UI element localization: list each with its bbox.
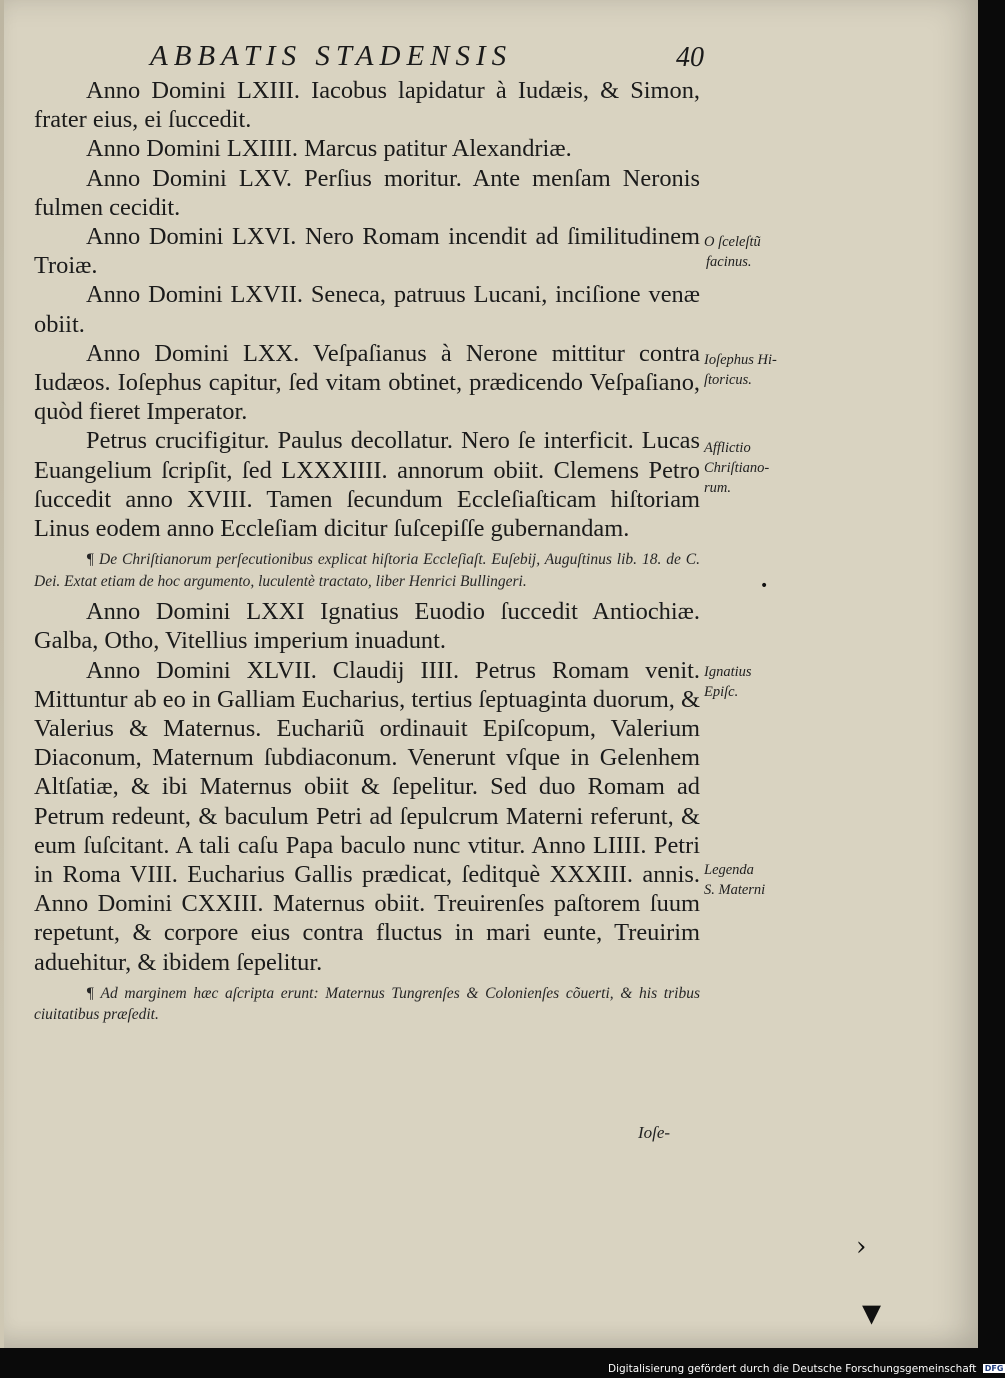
text-paragraph: Anno Domini LXIII. Iacobus lapidatur à Iudæis, & Simon, frater eius, ei ſuccedit. (34, 77, 700, 134)
margin-note (704, 662, 814, 702)
margin-note (704, 350, 814, 390)
margin-note-line: Afflictio (704, 440, 751, 456)
margin-note-line: Legenda (704, 862, 754, 878)
text-paragraph: Anno Domini LXXI Ignatius Euodio ſuccedit Antiochiæ. Galba, Otho, Vitellius imperium inuadunt. (34, 598, 700, 655)
margin-note-line: facinus. (706, 254, 752, 270)
text-paragraph: Anno Domini LXX. Veſpaſianus à Nerone mittitur contra Iudæos. Ioſephus capitur, ſed vitam obtinet, prædicendo Veſpaſiano, quòd fieret Imperator. (34, 339, 700, 426)
text-paragraph: Anno Domini XLVII. Claudij IIII. Petrus Romam venit. Mittuntur ab eo in Galliam Eucharius, tertius ſeptuaginta duorum, & Valerius & Maternus. Euchariũ ordinauit Epiſcopum, Valerium Diaconum, Maternum ſubdiaconum. Venerunt vſque in Gelenhem Altſatiæ, & ibi Maternus obiit & ſepelitur. Sed duo Romam ad Petrum redeunt, & baculum Petri ad ſepulcrum Materni referunt, & eum ſuſcitant. A tali caſu Papa baculo nunc vtitur. Anno LIIII. Petri in Roma VIII. Eucharius Gallis prædicat, ſeditquè XXXIII. annis. Anno Domini CXXIII. Maternus obiit. Treuirenſes paſtorem ſuum repetunt, & corpore eius contra fluctus in mari eunte, Treuirim aduehitur, & ibidem ſepelitur. (34, 656, 700, 976)
page-number: 40 (676, 42, 704, 73)
footnote: ¶ Ad marginem hæc aſcripta erunt: Maternus Tungrenſes & Colonienſes cõuerti, & his tribus ciuitatibus præſedit. (34, 984, 700, 1024)
margin-note-line: Chriſtiano- (704, 460, 770, 476)
credit-text: Digitalisierung gefördert durch die Deutsche Forschungsgemeinschaft (608, 1363, 977, 1375)
margin-note-line: ſtoricus. (704, 372, 752, 388)
ink-mark-icon: › (856, 1232, 867, 1262)
footnote: ¶ De Chriſtianorum perſecutionibus explicat hiſtoria Eccleſiaſt. Euſebij, Auguſtinus lib. 18. de C. Dei. Extat etiam de hoc argumento, luculentè tractato, liber Henrici Bullingeri. (34, 551, 700, 590)
text-paragraph: Anno Domini LXV. Perſius moritur. Ante menſam Neronis fulmen cecidit. (34, 164, 700, 221)
text-paragraph: Anno Domini LXVII. Seneca, patruus Lucani, inciſione venæ obiit. (34, 281, 700, 338)
text-paragraph: Petrus crucifigitur. Paulus decollatur. Nero ſe interficit. Lucas Euangelium ſcripſit, ſed LXXXIIII. annorum obiit. Clemens Petro ſuccedit anno XVIII. Tamen ſecundum Eccleſiaſticam hiſtoriam Linus eodem anno Eccleſiam dicitur ſuſcepiſſe gubernandam. (34, 427, 700, 543)
digitization-credit (608, 1363, 1005, 1375)
running-title: ABBATIS STADENSIS (150, 40, 513, 72)
margin-note-line: S. Materni (704, 882, 766, 898)
ink-mark-icon: • (760, 578, 769, 594)
text-paragraph: Anno Domini LXIIII. Marcus patitur Alexandriæ. (86, 135, 572, 163)
margin-note-line: rum. (704, 480, 731, 496)
main-text-block (34, 76, 700, 1026)
margin-note (704, 438, 814, 498)
margin-note-line: Ioſephus Hi- (704, 352, 777, 368)
text-paragraph: Anno Domini LXVI. Nero Romam incendit ad ſimilitudinem Troiæ. (34, 223, 700, 280)
dfg-logo-icon: DFG (984, 1364, 1004, 1373)
ink-mark-icon: ▾ (862, 1290, 882, 1334)
margin-note (704, 860, 814, 900)
margin-note-line: O ſceleſtũ (704, 234, 761, 250)
margin-note (704, 232, 814, 272)
page-edge (0, 0, 4, 1348)
margin-note-line: Ignatius (704, 664, 752, 680)
catchword: Ioſe- (638, 1123, 671, 1142)
margin-note-line: Epiſc. (704, 684, 739, 700)
